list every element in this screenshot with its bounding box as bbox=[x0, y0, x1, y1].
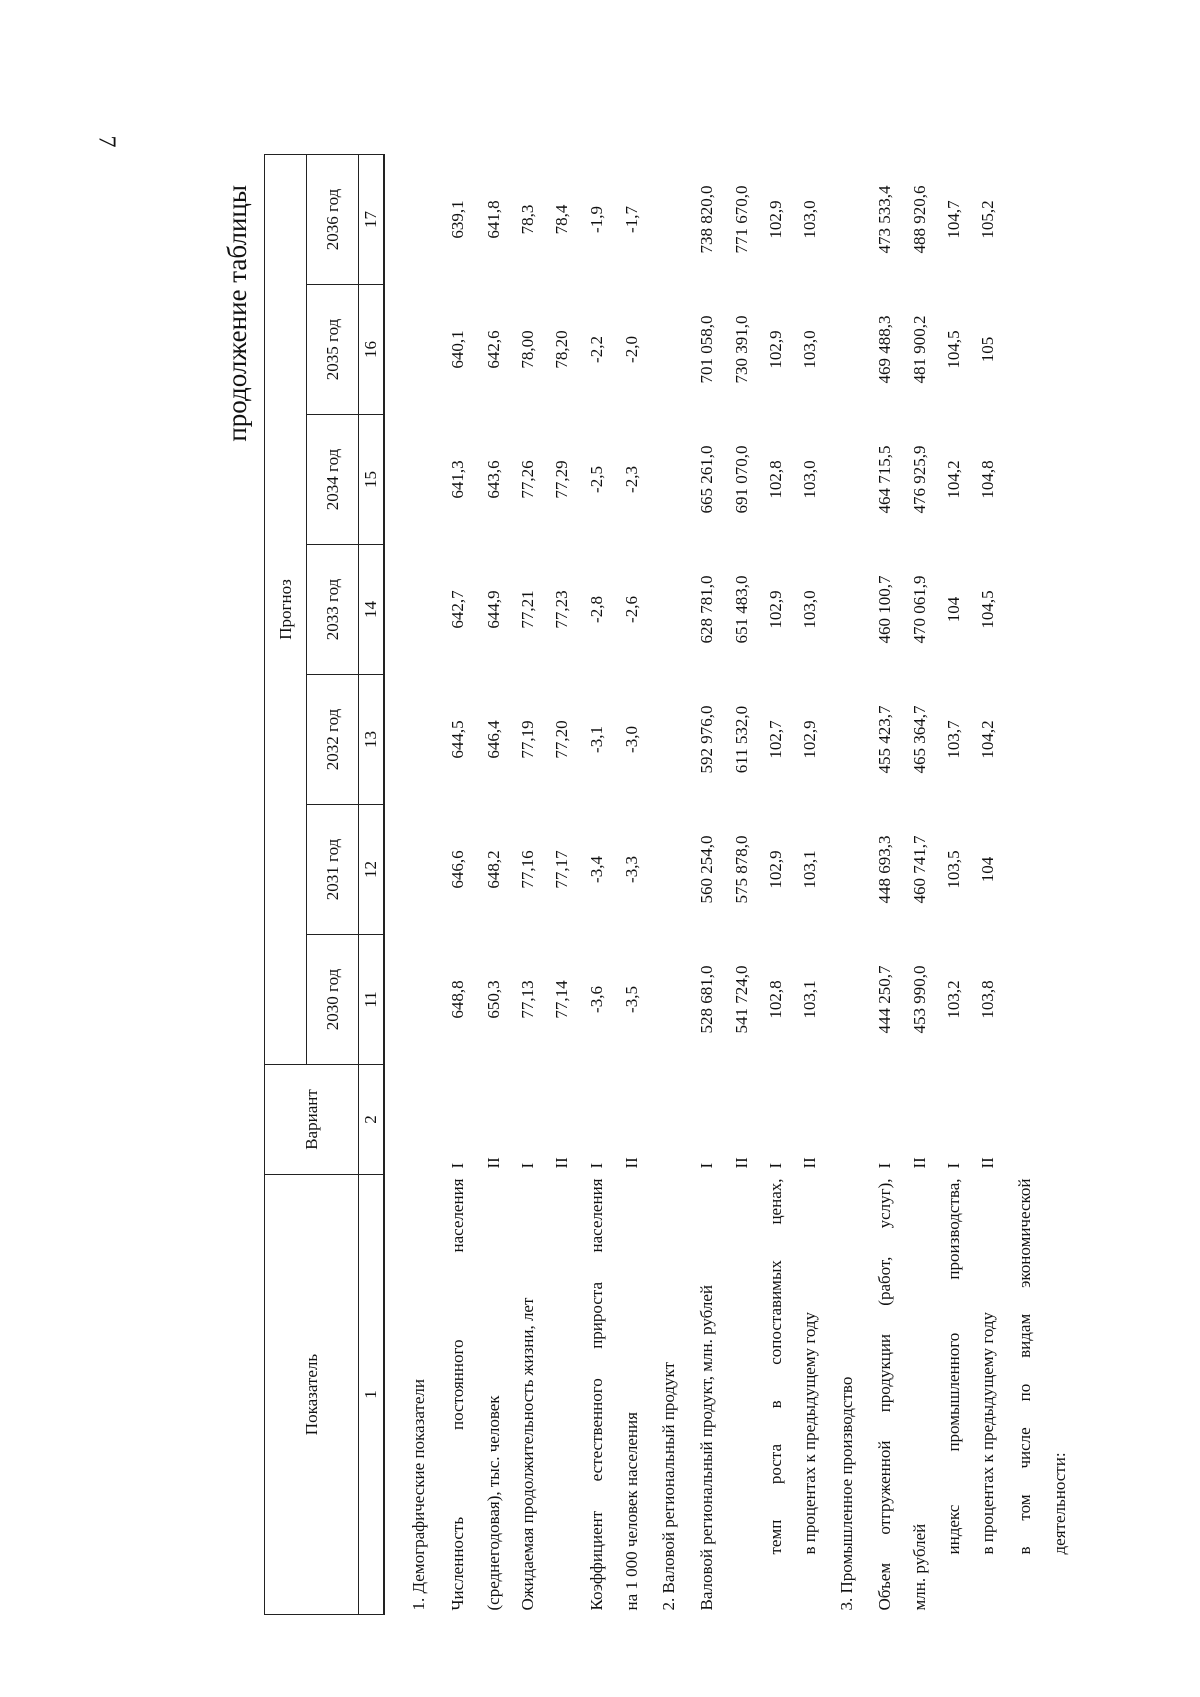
column-number: 17 bbox=[359, 155, 385, 285]
value-cell: 448 693,3 bbox=[875, 835, 894, 904]
value-cell: 481 900,2 bbox=[910, 315, 929, 384]
row-label: на 1 000 человек населения bbox=[622, 1412, 642, 1611]
value-cell: 528 681,0 bbox=[697, 965, 716, 1034]
value-cell: -2,3 bbox=[622, 466, 641, 493]
value-cell: 628 781,0 bbox=[697, 575, 716, 644]
value-cell: 476 925,9 bbox=[910, 445, 929, 514]
value-cell: 575 878,0 bbox=[732, 835, 751, 904]
value-cell: 104 bbox=[978, 856, 997, 883]
variant-cell: II bbox=[484, 1157, 503, 1169]
variant-cell: I bbox=[448, 1162, 467, 1169]
variant-cell: I bbox=[766, 1162, 785, 1169]
section-title: 1. Демографические показатели bbox=[409, 1379, 429, 1611]
value-cell: 103,0 bbox=[800, 590, 819, 629]
value-cell: 469 488,3 bbox=[875, 315, 894, 384]
value-cell: 78,3 bbox=[518, 204, 537, 235]
value-cell: 643,6 bbox=[484, 460, 503, 499]
value-cell: 611 532,0 bbox=[732, 705, 751, 774]
value-cell: -3,0 bbox=[622, 726, 641, 753]
value-cell: 460 741,7 bbox=[910, 835, 929, 904]
indicator-header: Показатель bbox=[265, 1175, 359, 1615]
row-label: в процентах к предыдущему году bbox=[800, 1311, 820, 1555]
value-cell: 105,2 bbox=[978, 200, 997, 239]
value-cell: 648,8 bbox=[448, 980, 467, 1019]
row-label: в процентах к предыдущему году bbox=[978, 1311, 998, 1555]
value-cell: 102,9 bbox=[766, 590, 785, 629]
value-cell: 77,19 bbox=[518, 720, 537, 759]
value-cell: 77,17 bbox=[552, 850, 571, 889]
variant-header: Вариант bbox=[265, 1065, 359, 1175]
column-number: 15 bbox=[359, 415, 385, 545]
value-cell: 102,9 bbox=[766, 200, 785, 239]
value-cell: 642,6 bbox=[484, 330, 503, 369]
forecast-header: Прогноз bbox=[265, 155, 307, 1065]
value-cell: 650,3 bbox=[484, 980, 503, 1019]
variant-cell: II bbox=[978, 1157, 997, 1169]
row-label: индекс промышленного производства, bbox=[944, 1178, 964, 1555]
variant-cell: II bbox=[552, 1157, 571, 1169]
value-cell: 102,9 bbox=[800, 720, 819, 759]
value-cell: 102,8 bbox=[766, 460, 785, 499]
page-number: 7 bbox=[93, 135, 120, 148]
value-cell: 77,23 bbox=[552, 590, 571, 629]
value-cell: 77,26 bbox=[518, 460, 537, 499]
row-label: млн. рублей bbox=[910, 1523, 930, 1611]
column-number: 16 bbox=[359, 285, 385, 415]
value-cell: 77,14 bbox=[552, 980, 571, 1019]
value-cell: 644,5 bbox=[448, 720, 467, 759]
value-cell: -3,3 bbox=[622, 856, 641, 883]
value-cell: 453 990,0 bbox=[910, 965, 929, 1034]
value-cell: 103,2 bbox=[944, 980, 963, 1019]
value-cell: 464 715,5 bbox=[875, 445, 894, 514]
value-cell: 77,13 bbox=[518, 980, 537, 1019]
row-label: деятельности: bbox=[1050, 1452, 1070, 1555]
variant-cell: II bbox=[732, 1157, 751, 1169]
variant-cell: II bbox=[910, 1157, 929, 1169]
variant-cell: II bbox=[800, 1157, 819, 1169]
value-cell: 541 724,0 bbox=[732, 965, 751, 1034]
row-label: Валовой региональный продукт, млн. рублей bbox=[697, 1285, 717, 1611]
variant-cell: I bbox=[697, 1162, 716, 1169]
value-cell: 78,00 bbox=[518, 330, 537, 369]
year-header: 2030 год bbox=[307, 935, 359, 1065]
row-label: в том числе по видам экономической bbox=[1015, 1178, 1035, 1555]
row-label: Численность постоянного населения bbox=[448, 1178, 468, 1611]
value-cell: -3,5 bbox=[622, 986, 641, 1013]
value-cell: 701 058,0 bbox=[697, 315, 716, 384]
column-number: 1 bbox=[359, 1175, 385, 1615]
value-cell: 103,0 bbox=[800, 460, 819, 499]
value-cell: 102,9 bbox=[766, 330, 785, 369]
variant-cell: I bbox=[875, 1162, 894, 1169]
value-cell: 104,8 bbox=[978, 460, 997, 499]
value-cell: 103,0 bbox=[800, 200, 819, 239]
value-cell: 104 bbox=[944, 596, 963, 623]
value-cell: 102,8 bbox=[766, 980, 785, 1019]
value-cell: 592 976,0 bbox=[697, 705, 716, 774]
value-cell: -3,6 bbox=[587, 986, 606, 1013]
value-cell: 103,0 bbox=[800, 330, 819, 369]
value-cell: 103,7 bbox=[944, 720, 963, 759]
value-cell: 102,9 bbox=[766, 850, 785, 889]
value-cell: -2,0 bbox=[622, 336, 641, 363]
column-number: 13 bbox=[359, 675, 385, 805]
value-cell: -2,5 bbox=[587, 466, 606, 493]
value-cell: -1,9 bbox=[587, 206, 606, 233]
row-label: (среднегодовая), тыс. человек bbox=[484, 1395, 504, 1611]
value-cell: 646,4 bbox=[484, 720, 503, 759]
column-number: 11 bbox=[359, 935, 385, 1065]
value-cell: 730 391,0 bbox=[732, 315, 751, 384]
variant-cell: I bbox=[944, 1162, 963, 1169]
value-cell: 641,3 bbox=[448, 460, 467, 499]
value-cell: 651 483,0 bbox=[732, 575, 751, 644]
value-cell: 665 261,0 bbox=[697, 445, 716, 514]
section-title: 3. Промышленное производство bbox=[837, 1376, 857, 1611]
year-header: 2035 год bbox=[307, 285, 359, 415]
value-cell: 104,5 bbox=[944, 330, 963, 369]
variant-cell: II bbox=[622, 1157, 641, 1169]
value-cell: 455 423,7 bbox=[875, 705, 894, 774]
rotated-table-sheet bbox=[218, 155, 1070, 1615]
value-cell: -1,7 bbox=[622, 206, 641, 233]
value-cell: 77,20 bbox=[552, 720, 571, 759]
value-cell: -2,6 bbox=[622, 596, 641, 623]
variant-cell: I bbox=[587, 1162, 606, 1169]
forecast-table bbox=[264, 154, 1075, 1615]
column-number: 2 bbox=[359, 1065, 385, 1175]
value-cell: 78,20 bbox=[552, 330, 571, 369]
year-header: 2033 год bbox=[307, 545, 359, 675]
value-cell: 460 100,7 bbox=[875, 575, 894, 644]
value-cell: 488 920,6 bbox=[910, 185, 929, 254]
value-cell: 77,29 bbox=[552, 460, 571, 499]
value-cell: 103,1 bbox=[800, 850, 819, 889]
row-label: темп роста в сопоставимых ценах, bbox=[766, 1178, 786, 1555]
value-cell: 77,21 bbox=[518, 590, 537, 629]
column-number: 12 bbox=[359, 805, 385, 935]
row-label: Объем отгруженной продукции (работ, услуг), bbox=[875, 1178, 895, 1611]
value-cell: 639,1 bbox=[448, 200, 467, 239]
value-cell: 77,16 bbox=[518, 850, 537, 889]
value-cell: 444 250,7 bbox=[875, 965, 894, 1034]
row-label: Коэффициент естественного прироста населения bbox=[587, 1178, 607, 1611]
value-cell: 78,4 bbox=[552, 204, 571, 235]
value-cell: 646,6 bbox=[448, 850, 467, 889]
value-cell: -3,1 bbox=[587, 726, 606, 753]
value-cell: 105 bbox=[978, 336, 997, 363]
value-cell: 641,8 bbox=[484, 200, 503, 239]
value-cell: 640,1 bbox=[448, 330, 467, 369]
table-caption: продолжение таблицы bbox=[222, 185, 252, 442]
row-label: Ожидаемая продолжительность жизни, лет bbox=[518, 1297, 538, 1611]
value-cell: 738 820,0 bbox=[697, 185, 716, 254]
year-header: 2034 год bbox=[307, 415, 359, 545]
year-header: 2032 год bbox=[307, 675, 359, 805]
variant-cell: I bbox=[518, 1162, 537, 1169]
value-cell: 104,7 bbox=[944, 200, 963, 239]
value-cell: 103,8 bbox=[978, 980, 997, 1019]
value-cell: 644,9 bbox=[484, 590, 503, 629]
value-cell: 642,7 bbox=[448, 590, 467, 629]
value-cell: 103,5 bbox=[944, 850, 963, 889]
value-cell: -2,2 bbox=[587, 336, 606, 363]
value-cell: 691 070,0 bbox=[732, 445, 751, 514]
value-cell: 103,1 bbox=[800, 980, 819, 1019]
year-header: 2036 год bbox=[307, 155, 359, 285]
value-cell: 473 533,4 bbox=[875, 185, 894, 254]
value-cell: 771 670,0 bbox=[732, 185, 751, 254]
column-number: 14 bbox=[359, 545, 385, 675]
value-cell: -3,4 bbox=[587, 856, 606, 883]
value-cell: 470 061,9 bbox=[910, 575, 929, 644]
value-cell: 465 364,7 bbox=[910, 705, 929, 774]
value-cell: -2,8 bbox=[587, 596, 606, 623]
year-header: 2031 год bbox=[307, 805, 359, 935]
value-cell: 104,2 bbox=[944, 460, 963, 499]
value-cell: 104,5 bbox=[978, 590, 997, 629]
value-cell: 648,2 bbox=[484, 850, 503, 889]
value-cell: 104,2 bbox=[978, 720, 997, 759]
value-cell: 560 254,0 bbox=[697, 835, 716, 904]
value-cell: 102,7 bbox=[766, 720, 785, 759]
section-title: 2. Валовой региональный продукт bbox=[659, 1361, 679, 1611]
